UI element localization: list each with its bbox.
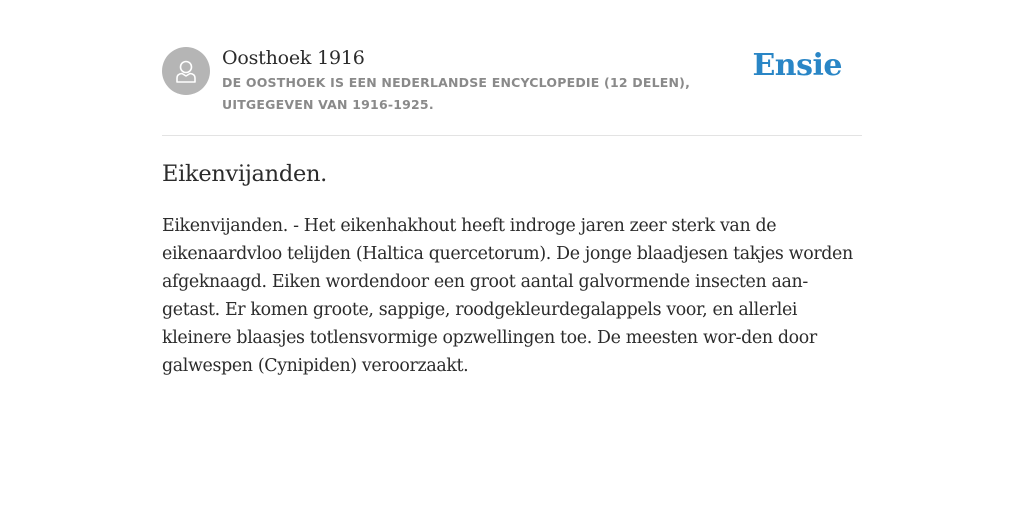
- source-description: DE OOSTHOEK IS EEN NEDERLANDSE ENCYCLOPEDIE (12 DELEN), UITGEGEVEN VAN 1916-1925.: [222, 75, 691, 112]
- avatar-svg: [171, 56, 201, 86]
- source-info: [222, 45, 762, 116]
- ensie-logo-link[interactable]: Ensie: [752, 48, 842, 83]
- source-header: [162, 0, 862, 136]
- entry-title: Eikenvijanden.: [162, 161, 328, 187]
- source-title[interactable]: Oosthoek 1916: [222, 47, 365, 69]
- user-placeholder-icon[interactable]: [162, 47, 210, 95]
- page-container: [162, 0, 862, 376]
- entry-body: Eikenvijanden. - Het eikenhakhout heeft indroge jaren zeer sterk van de eikenaardvloo telijden (Haltica quercetorum). De jonge blaadjesen takjes worden afgeknaagd. Eiken wordendoor een groot aantal galvormende insecten aan-getast. Er komen groote, sappige, roodgekleurdegalappels voor, en allerlei kleinere blaasjes totlensvormige opzwellingen toe. De meesten wor-den door galwespen (Cynipiden) veroorzaakt.: [162, 216, 853, 376]
